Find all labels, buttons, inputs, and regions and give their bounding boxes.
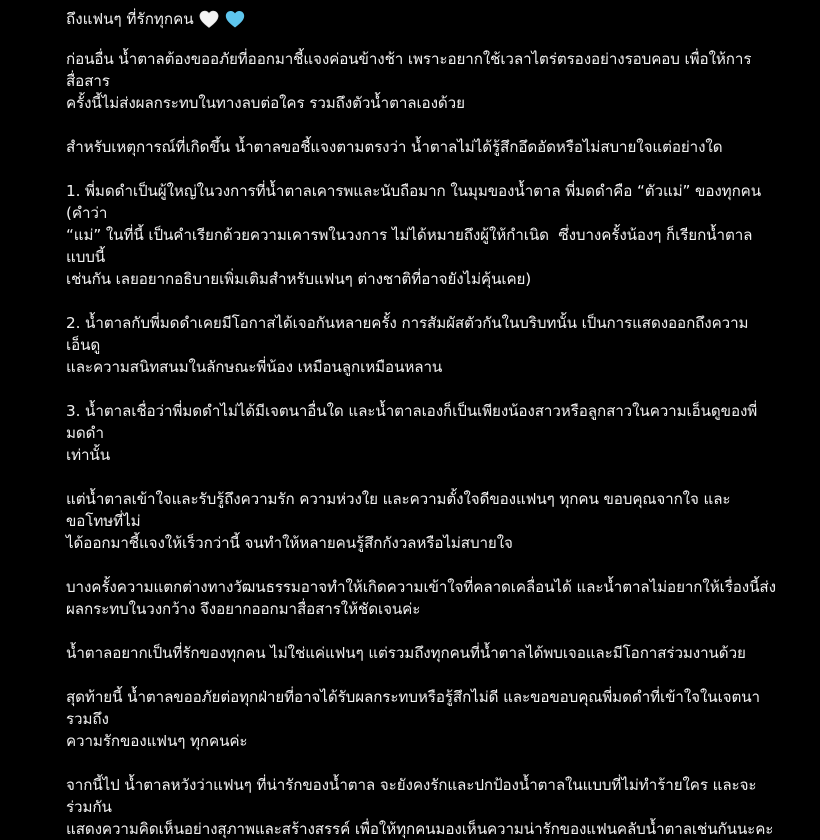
paragraph-culture: บางครั้งความแตกต่างทางวัฒนธรรมอาจทำให้เกิดความเข้าใจที่คลาดเคลื่อนได้ และน้ำตาลไม่อยากให้เรื่องนี้ส่ง ผลกระทบในวงกว้าง จึงอยากออกมาสื่อสารให้ชัดเจนค่ะ (66, 578, 776, 618)
paragraph-point-2: 2. น้ำตาลกับพี่มดดำเคยมีโอกาสได้เจอกันหลายครั้ง การสัมผัสตัวกันในบริบทนั้น เป็นการแสดงออกถึงความเอ็นดู และความสนิทสนมในลักษณะพี่น้อง เหมือนลูกเหมือนหลาน (66, 314, 749, 376)
paragraph-clarification: สำหรับเหตุการณ์ที่เกิดขึ้น น้ำตาลขอชี้แจงตามตรงว่า น้ำตาลไม่ได้รู้สึกอึดอัดหรือไม่สบายใจแต่อย่างใด (66, 138, 723, 156)
paragraph-point-1: 1. พี่มดดำเป็นผู้ใหญ่ในวงการที่น้ำตาลเคารพและนับถือมาก ในมุมของน้ำตาล พี่มดดำคือ “ตัวแม่” ของทุกคน (คำว่า “แม่” ในที่นี้ เป็นคำเรียกด้วยความเคารพในวงการ ไม่ได้หมายถึงผู้ให้กำเนิด ซึ่งบางครั้งน้องๆ ก็เรียกน้ำตาลแบบนี้ เช่นกัน เลยอยากอธิบายเพิ่มเติมสำหรับแฟนๆ ต่างชาติที่อาจยังไม่คุ้นเคย) (66, 182, 762, 288)
paragraph-intro: ก่อนอื่น น้ำตาลต้องขออภัยที่ออกมาชี้แจงค่อนข้างช้า เพราะอยากใช้เวลาไตร่ตรองอย่างรอบคอบ เพื่อให้การสื่อสาร ครั้งนี้ไม่ส่งผลกระทบในทางลบต่อใคร รวมถึงตัวน้ำตาลเองด้วย (66, 50, 752, 112)
paragraph-thanks: แต่น้ำตาลเข้าใจและรับรู้ถึงความรัก ความห่วงใย และความตั้งใจดีของแฟนๆ ทุกคน ขอบคุณจากใจ และขอโทษที่ไม่ ได้ออกมาชี้แจงให้เร็วกว่านี้ จนทำให้หลายคนรู้สึกกังวลหรือไม่สบายใจ (66, 490, 731, 552)
paragraph-apology: สุดท้ายนี้ น้ำตาลขออภัยต่อทุกฝ่ายที่อาจได้รับผลกระทบหรือรู้สึกไม่ดี และขอขอบคุณพี่มดดำที่เข้าใจในเจตนา รวมถึง ความรักของแฟนๆ ทุกคนค่ะ (66, 688, 760, 750)
paragraph-loved: น้ำตาลอยากเป็นที่รักของทุกคน ไม่ใช่แค่แฟนๆ แต่รวมถึงทุกคนที่น้ำตาลได้พบเจอและมีโอกาสร่วมงานด้วย (66, 644, 746, 662)
greeting-text: ถึงแฟนๆ ที่รักทุกคน (66, 10, 194, 28)
greeting-row (66, 4, 776, 34)
paragraph-point-3: 3. น้ำตาลเชื่อว่าพี่มดดำไม่ได้มีเจตนาอื่นใด และน้ำตาลเองก็เป็นเพียงน้องสาวหรือลูกสาวในความเอ็นดูของพี่มดดำ เท่านั้น (66, 402, 758, 464)
light-blue-heart-icon (224, 8, 246, 30)
white-heart-icon (198, 8, 220, 30)
paragraph-closing: จากนี้ไป น้ำตาลหวังว่าแฟนๆ ที่น่ารักของน้ำตาล จะยังคงรักและปกป้องน้ำตาลในแบบที่ไม่ทำร้ายใคร และจะร่วมกัน แสดงความคิดเห็นอย่างสุภาพและสร้างสรรค์ เพื่อให้ทุกคนมองเห็นความน่ารักของแฟนคลับน้ำตาลเช่นกันนะคะ (66, 776, 774, 838)
